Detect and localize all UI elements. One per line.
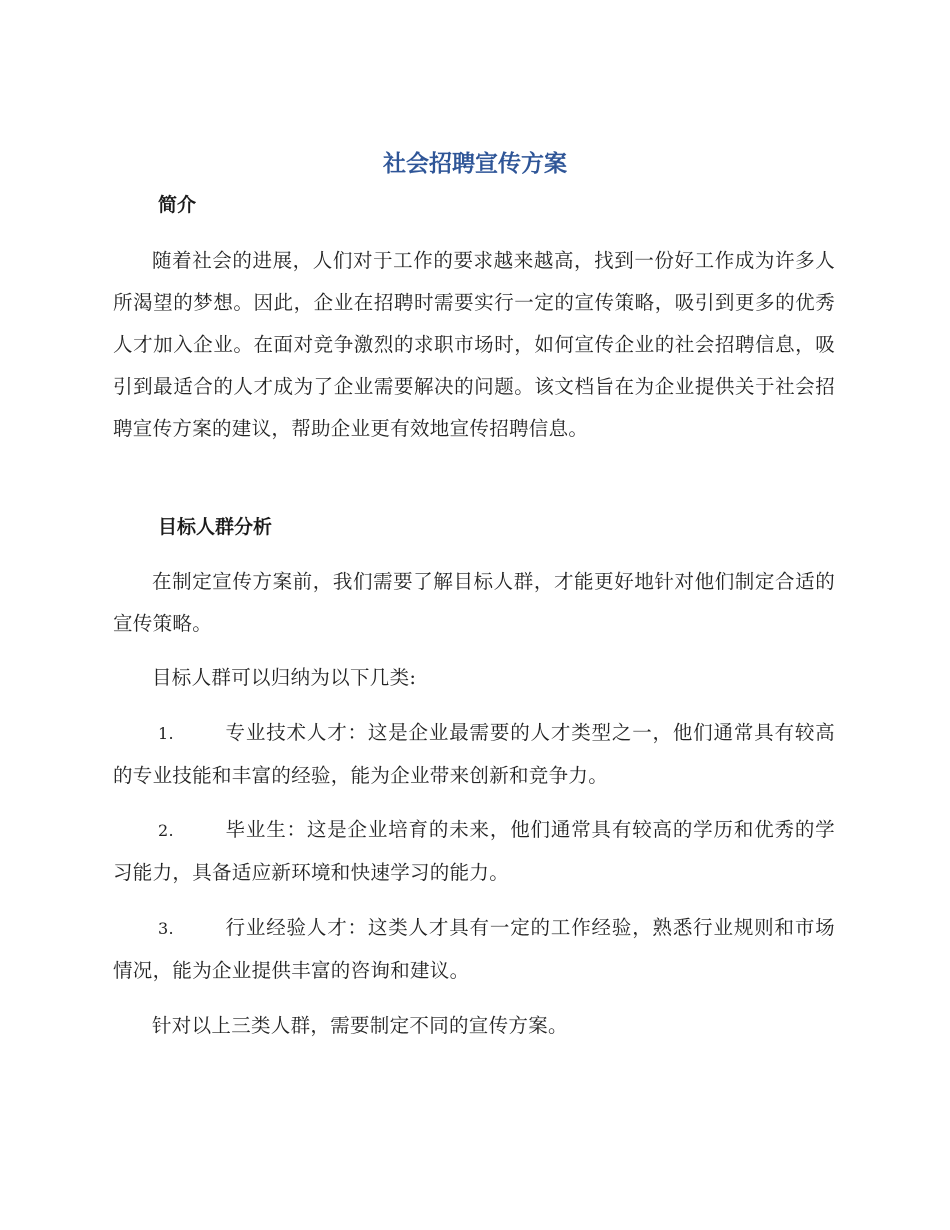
list-item [113, 712, 835, 797]
list-item-number: 3. [158, 919, 174, 938]
list-item-number: 1. [158, 724, 174, 743]
closing-paragraph: 针对以上三类人群，需要制定不同的宣传方案。 [152, 1014, 568, 1037]
list-item-text: 专业技术人才：这是企业最需要的人才类型之一，他们通常具有较高的专业技能和丰富的经验，能为企业带来创新和竞争力。 [113, 721, 835, 787]
list-item [113, 809, 835, 894]
document-title: 社会招聘宣传方案 [383, 151, 567, 177]
section-heading-intro: 简介 [158, 194, 197, 216]
list-item-text: 行业经验人才：这类人才具有一定的工作经验，熟悉行业规则和市场情况，能为企业提供丰富的咨询和建议。 [113, 916, 835, 982]
list-item-text: 毕业生：这是企业培育的未来，他们通常具有较高的学历和优秀的学习能力，具备适应新环境和快速学习的能力。 [113, 818, 835, 884]
target-audience-categories-intro: 目标人群可以归纳为以下几类: [152, 666, 417, 689]
intro-paragraph: 随着社会的进展，人们对于工作的要求越来越高，找到一份好工作成为许多人所渴望的梦想。因此，企业在招聘时需要实行一定的宣传策略，吸引到更多的优秀人才加入企业。在面对竞争激烈的求职市场时，如何宣传企业的社会招聘信息，吸引到最适合的人才成为了企业需要解决的问题。该文档旨在为企业提供关于社会招聘宣传方案的建议，帮助企业更有效地宣传招聘信息。 [113, 249, 835, 440]
section-heading-target-audience: 目标人群分析 [158, 516, 273, 538]
list-item [113, 907, 835, 992]
target-audience-paragraph: 在制定宣传方案前，我们需要了解目标人群，才能更好地针对他们制定合适的宣传策略。 [113, 570, 835, 635]
list-item-number: 2. [158, 821, 174, 840]
